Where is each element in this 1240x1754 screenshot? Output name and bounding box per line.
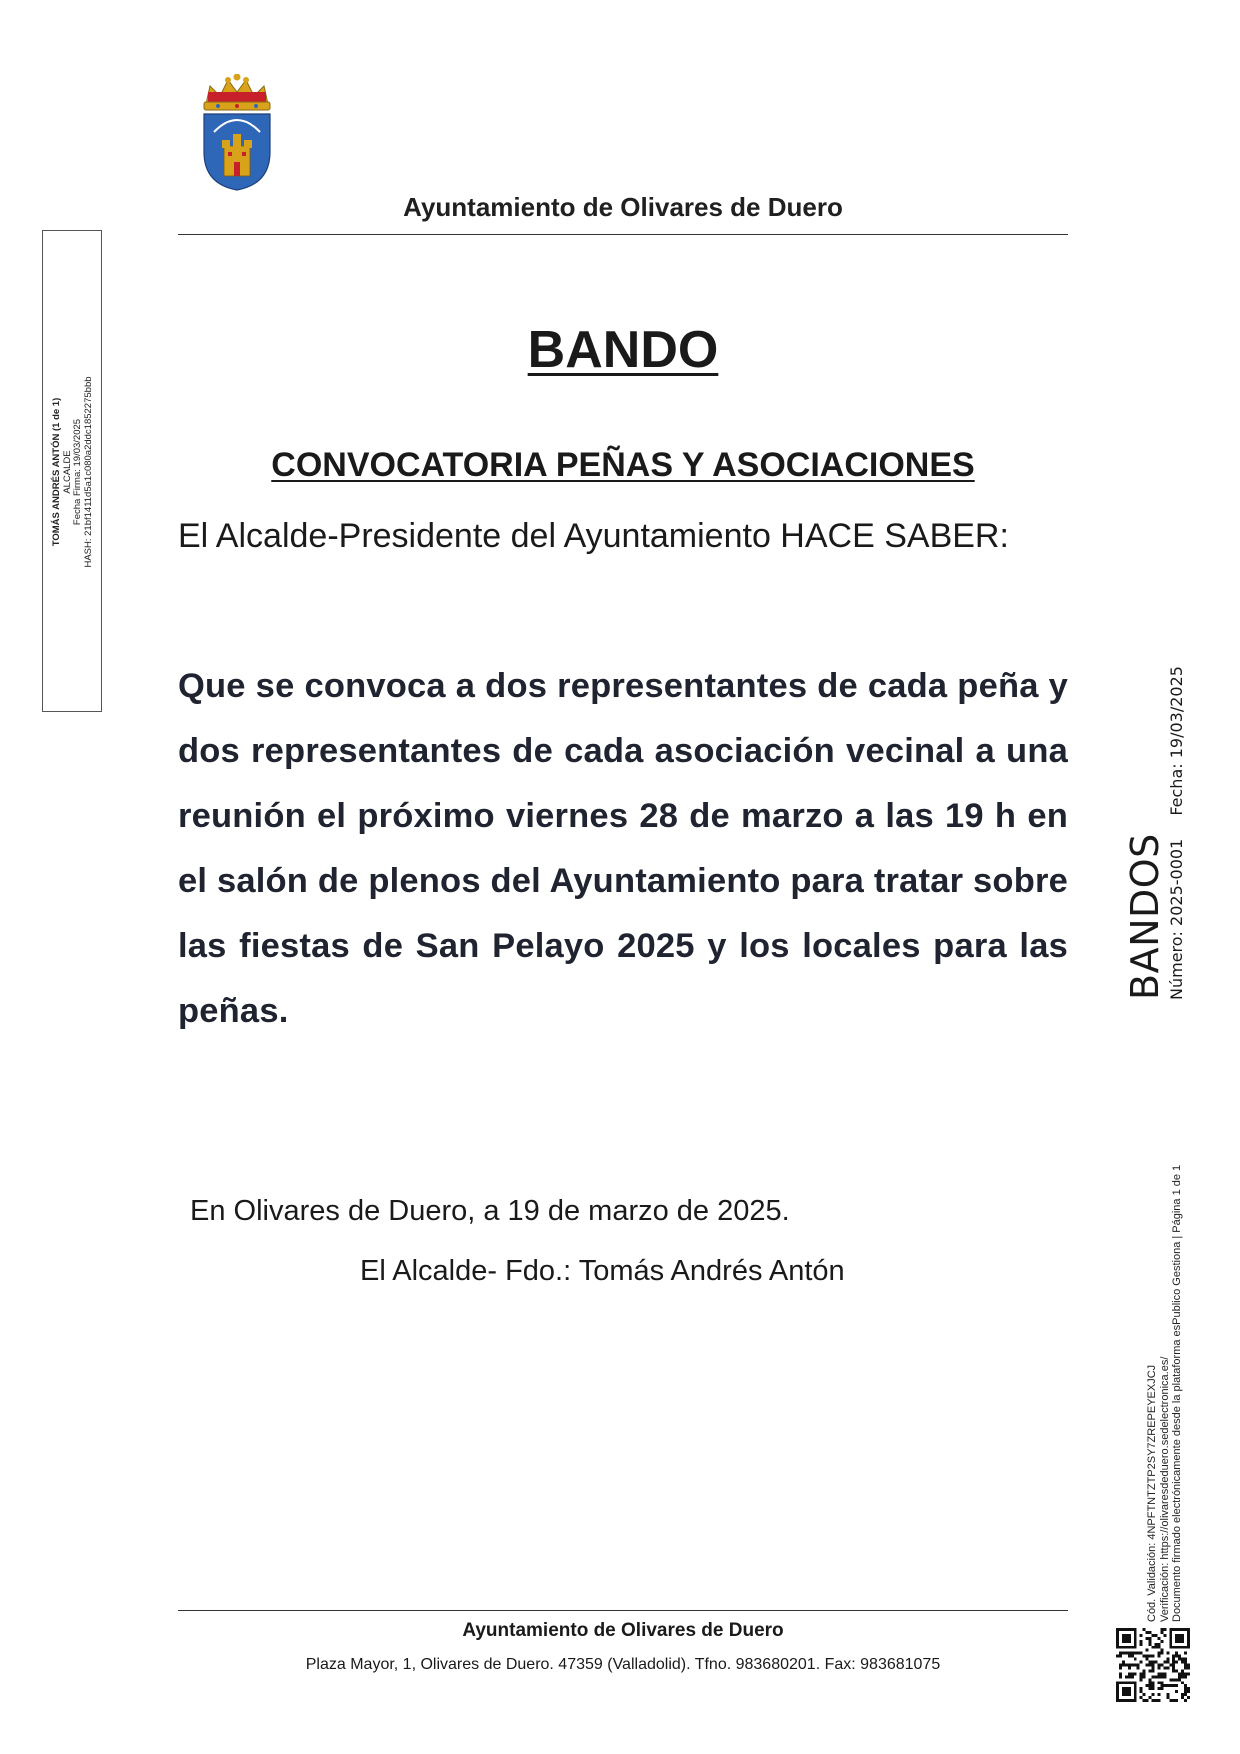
document-title: BANDO xyxy=(527,321,719,379)
registry-block xyxy=(1123,666,1195,1000)
signer-role: ALCALDE xyxy=(61,450,73,494)
footer-title: Ayuntamiento de Olivares de Duero xyxy=(462,1620,784,1641)
intro-paragraph: El Alcalde-Presidente del Ayuntamiento HACE SABER: xyxy=(178,517,1009,555)
validation-strip xyxy=(1146,1092,1186,1622)
announcement-paragraph: Que se convoca a dos representantes de cada peña y dos representantes de cada asociación vecinal a una reunión el próximo viernes 28 de marzo a las 19 h en el salón de plenos del Ayuntamiento para tratar sobre las fiestas de San Pelayo 2025 y los locales para las peñas. xyxy=(178,667,1068,1030)
registry-number: Número: 2025-0001 xyxy=(1167,838,1186,1000)
signed-note: Documento firmado electrónicamente desde la plataforma esPublico Gestiona | Página 1 de 1 xyxy=(1171,1164,1183,1622)
validation-code: Cód. Validación: 4NPFTNTZTP2SY7ZREPEYEXJCJ xyxy=(1146,1364,1158,1622)
signature-hash: HASH: 21bf1411d5a1c080a2ddc1852275bbb xyxy=(82,376,94,568)
coat-of-arms-icon xyxy=(198,74,276,194)
place-date: En Olivares de Duero, a 19 de marzo de 2025. xyxy=(190,1195,790,1227)
document-subtitle: CONVOCATORIA PEÑAS Y ASOCIACIONES xyxy=(271,446,975,484)
signature-stamp-text xyxy=(52,262,94,682)
signature-date: Fecha Firma: 19/03/2025 xyxy=(72,418,83,526)
registry-book: BANDOS xyxy=(1123,833,1167,1000)
footer-address: Plaza Mayor, 1, Olivares de Duero. 47359 (Valladolid). Tfno. 983680201. Fax: 983681075 xyxy=(305,1656,941,1673)
electronic-signature-stamp xyxy=(42,230,102,712)
header-divider xyxy=(178,234,1068,235)
registry-meta xyxy=(1167,648,1186,1000)
verification-url: Verificación: https://olivaresdeduero.sedelectronica.es/ xyxy=(1158,1356,1171,1622)
qr-code-icon xyxy=(1116,1628,1190,1702)
signature-line: El Alcalde- Fdo.: Tomás Andrés Antón xyxy=(360,1255,845,1287)
registry-date: Fecha: 19/03/2025 xyxy=(1167,666,1186,816)
footer-divider xyxy=(178,1610,1068,1611)
header-title: Ayuntamiento de Olivares de Duero xyxy=(403,192,843,222)
signer-name: TOMÁS ANDRÉS ANTÓN (1 de 1) xyxy=(51,397,62,547)
